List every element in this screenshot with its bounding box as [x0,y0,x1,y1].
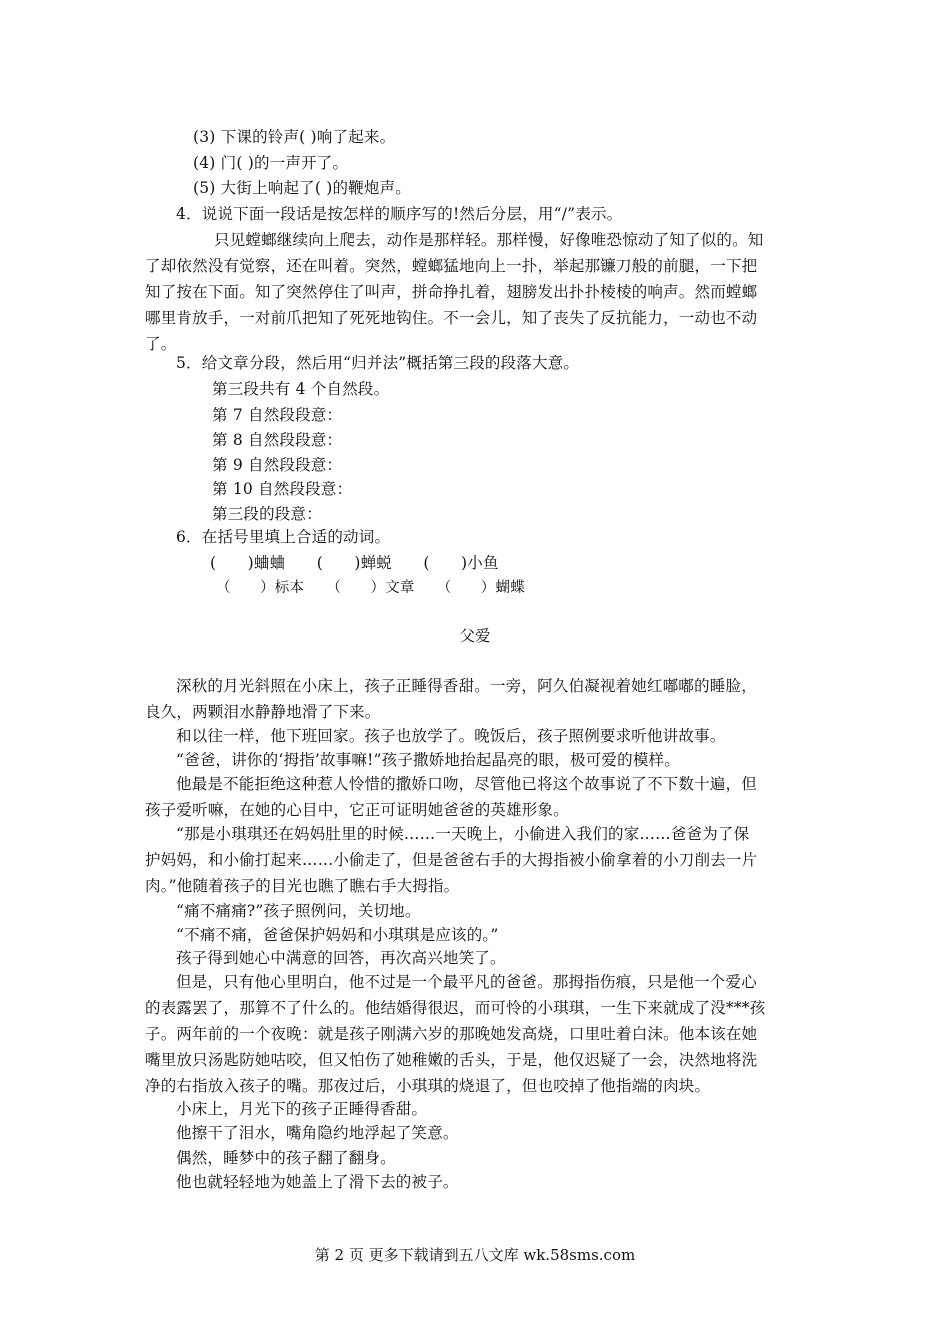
story-line: 孩子爱听嘛，在她的心目中，它正可证明她爸爸的英雄形象。 [145,801,569,819]
exercise-q5-line: 第三段的段意： [212,505,322,523]
exercise-q6-row: ( )蛐蛐 ( )蝉蜕 ( )小鱼 [210,554,499,572]
story-line: 他也就轻轻地为她盖上了滑下去的被子。 [176,1173,459,1191]
exercise-q3-item: (5) 大街上响起了( )的鞭炮声。 [193,179,412,197]
story-line: 嘴里放只汤匙防她咕咬，但又怕伤了她稚嫩的舌头，于是，他仅迟疑了一会，决然地将洗 [145,1051,758,1069]
story-line: “爸爸，讲你的‘拇指’故事嘛!”孩子撒娇地抬起晶亮的眼，极可爱的模样。 [176,751,680,769]
exercise-q6-prompt: 6．在括号里填上合适的动词。 [176,528,391,546]
story-line: 但是，只有他心里明白，他不过是一个最平凡的爸爸。那拇指伤痕，只是他一个爱心 [176,973,757,991]
story-line: 肉。”他随着孩子的目光也瞧了瞧右手大拇指。 [145,877,460,895]
exercise-q5-line: 第三段共有 4 个自然段。 [212,380,390,398]
story-line: 良久，两颗泪水静静地滑了下来。 [145,703,381,721]
story-line: “痛不痛痛?”孩子照例问，关切地。 [176,902,421,920]
story-line: 净的右指放入孩子的嘴。那夜过后，小琪琪的烧退了，但也咬掉了他指端的肉块。 [145,1077,711,1095]
exercise-q6-row: （ ）标本 （ ）文章 （ ）蝴蝶 [216,580,525,596]
story-line: 深秋的月光斜照在小床上，孩子正睡得香甜。一旁，阿久伯凝视着她红嘟嘟的睡脸， [176,677,757,695]
story-line: 小床上，月光下的孩子正睡得香甜。 [176,1100,428,1118]
exercise-q3-item: (3) 下课的铃声( )响了起来。 [193,128,396,146]
page-footer: 第 2 页 更多下载请到五八文库 wk.58sms.com [314,1246,636,1264]
exercise-q4-passage-line: 只见螳螂继续向上爬去，动作是那样轻。那样慢，好像唯恐惊动了知了似的。知 [214,231,764,249]
exercise-q4-prompt: 4．说说下面一段话是按怎样的顺序写的!然后分层，用“/”表示。 [176,205,623,223]
exercise-q5-line: 第 10 自然段段意： [212,480,353,498]
story-line: 子。两年前的一个夜晚：就是孩子刚满六岁的那晚她发高烧，口里吐着白沫。他本该在她 [145,1025,758,1043]
exercise-q3-item: (4) 门( )的一声开了。 [193,154,349,172]
story-line: 孩子得到她心中满意的回答，再次高兴地笑了。 [176,949,506,967]
exercise-q4-passage-line: 了却依然没有觉察，还在叫着。突然，螳螂猛地向上一扑，举起那镰刀般的前腿，一下把 [145,257,758,275]
story-title: 父爱 [459,627,491,645]
story-line: “不痛不痛，爸爸保护妈妈和小琪琪是应该的。” [176,926,499,944]
story-line: 他最是不能拒绝这种惹人怜惜的撒娇口吻，尽管他已将这个故事说了不下数十遍，但 [176,775,757,793]
exercise-q5-line: 第 9 自然段段意： [212,456,343,474]
exercise-q5-line: 第 7 自然段段意： [212,406,343,424]
story-line: “那是小琪琪还在妈妈肚里的时候……一天晚上，小偷进入我们的家……爸爸为了保 [176,825,750,843]
exercise-q4-passage-line: 知了按在下面。知了突然停住了叫声，拼命挣扎着，翅膀发出扑扑棱棱的响声。然而螳螂 [145,283,758,301]
exercise-q5-line: 第 8 自然段段意： [212,431,343,449]
story-line: 和以往一样，他下班回家。孩子也放学了。晚饭后，孩子照例要求听他讲故事。 [176,727,726,745]
exercise-q4-passage-line: 哪里肯放手，一对前爪把知了死死地钩住。不一会儿，知了丧失了反抗能力，一动也不动 [145,309,758,327]
story-line: 护妈妈，和小偷打起来……小偷走了，但是爸爸右手的大拇指被小偷拿着的小刀削去一片 [145,851,758,869]
story-line: 偶然，睡梦中的孩子翻了翻身。 [176,1149,396,1167]
story-line: 的表露罢了，那算不了什么的。他结婚得很迟，而可怜的小琪琪，一生下来就成了没***孩 [145,999,766,1017]
exercise-q5-prompt: 5．给文章分段，然后用“归并法”概括第三段的段落大意。 [176,354,580,372]
exercise-q4-passage-line: 了。 [145,335,177,353]
story-line: 他擦干了泪水，嘴角隐约地浮起了笑意。 [176,1124,459,1142]
